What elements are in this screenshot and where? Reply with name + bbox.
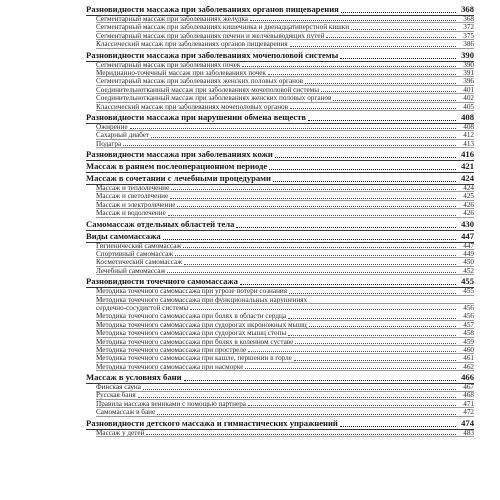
toc-subsection-item: [86, 15, 474, 23]
toc-entry-title: Методика точечного самомассажа при насморке: [96, 362, 244, 371]
toc-section-heading: [86, 173, 474, 184]
toc-entry-title: Классический массаж при заболеваниях органов пищеварения: [96, 40, 288, 49]
toc-subsection-item: [86, 354, 474, 362]
toc-entry-title: сердечно-сосудистой системы: [96, 303, 189, 312]
toc-section-heading: [86, 161, 474, 172]
toc-entry-title: Массаж и светолечение: [96, 192, 169, 201]
dot-leader: [275, 157, 456, 158]
dot-leader: [170, 198, 456, 199]
dot-leader: [171, 189, 456, 190]
toc-entry-title: Самомассаж отдельных областей тела: [86, 218, 235, 229]
dot-leader: [289, 293, 456, 294]
dot-leader: [340, 58, 456, 59]
toc-page-number: 390: [463, 60, 474, 69]
toc-subsection-item: [86, 209, 474, 217]
toc-entry-title: Разновидности точечного самомассажа: [86, 276, 238, 287]
toc-page-number: 402: [463, 94, 474, 103]
dot-leader: [190, 309, 456, 310]
toc-page-number: 412: [463, 131, 474, 140]
toc-subsection-item: [86, 61, 474, 69]
toc-entry-title: Сегментарный массаж при заболеваниях женских половых органов: [96, 77, 304, 86]
dot-leader: [146, 434, 456, 435]
toc-subsection-item: [86, 77, 474, 85]
toc-entry-title: Соединительнотканный массаж при заболеваниях женских половых органов: [96, 94, 332, 103]
dot-leader: [321, 91, 456, 92]
toc-subsection-item: [86, 140, 474, 148]
toc-page-number: 408: [463, 122, 474, 131]
dot-leader: [294, 360, 456, 361]
toc-entry-title: Разновидности массажа при нарушении обмена веществ: [86, 111, 307, 122]
toc-subsection-item: [86, 329, 474, 337]
toc-page-number: 467: [463, 383, 474, 392]
toc-entry-title: Меридианно-точечный массаж при заболеваниях почек: [96, 68, 266, 77]
toc-entry-title: Методика точечного самомассажа при болях в коленном суставе: [96, 337, 294, 346]
dot-leader: [130, 128, 456, 129]
toc-entry-title: Косметический самомассаж: [96, 258, 183, 267]
dot-leader: [177, 206, 456, 207]
toc-page-number: 468: [463, 391, 474, 400]
dot-leader: [248, 405, 456, 406]
dot-leader: [151, 137, 456, 138]
dot-leader: [250, 20, 456, 21]
dot-leader: [168, 215, 456, 216]
toc-subsection-item: [86, 363, 474, 371]
toc-subsection-item: [86, 338, 474, 346]
dot-leader: [175, 255, 456, 256]
toc-entry-title: Массаж в условиях бани: [86, 372, 182, 383]
toc-subsection-item: [86, 32, 474, 40]
toc-section-heading: [86, 4, 474, 15]
toc-subsection-item: [86, 131, 474, 139]
dot-leader: [138, 397, 456, 398]
toc-entry-title: Самомассаж в бане: [96, 408, 156, 417]
toc-entry-title: Массаж у детей: [96, 428, 145, 437]
dot-leader: [351, 29, 456, 30]
dot-leader: [326, 37, 456, 38]
dot-leader: [184, 264, 456, 265]
toc-entry-title: Сегментарный массаж при заболеваниях почек: [96, 60, 241, 69]
dot-leader: [236, 227, 456, 228]
toc-subsection-item: [86, 40, 474, 48]
toc-entry-title: Методика точечного самомассажа при судорогах мышц стопы: [96, 329, 287, 338]
toc-subsection-item: [86, 296, 474, 304]
toc-page-number: 416: [461, 149, 474, 160]
toc-page-number: 425: [463, 192, 474, 201]
toc-section-heading: [86, 231, 474, 242]
toc-page-number: 460: [463, 345, 474, 354]
toc-page-number: 472: [463, 408, 474, 417]
toc-section-heading: [86, 149, 474, 160]
toc-subsection-item: [86, 123, 474, 131]
toc-entry-title: Классический массаж при заболеваниях мочеполовых органов: [96, 102, 289, 111]
toc-entry-title: Сахарный диабет: [96, 131, 150, 140]
toc-subsection-item: [86, 408, 474, 416]
dot-leader: [290, 46, 456, 47]
dot-leader: [341, 12, 456, 13]
dot-leader: [309, 301, 456, 302]
toc-page-number: 458: [463, 329, 474, 338]
toc-subsection-item: [86, 201, 474, 209]
toc-section-heading: [86, 219, 474, 230]
toc-page-number: 424: [461, 173, 474, 184]
dot-leader: [295, 343, 456, 344]
toc-page-number: 457: [463, 320, 474, 329]
toc-entry-title: Разновидности массажа при заболеваниях кожи: [86, 149, 273, 160]
dot-leader: [333, 100, 456, 101]
toc-page-number: 450: [463, 258, 474, 267]
toc-page-number: 452: [463, 266, 474, 275]
toc-section-heading: [86, 372, 474, 383]
toc-page-number: 413: [463, 139, 474, 148]
dot-leader: [143, 389, 456, 390]
dot-leader: [248, 351, 456, 352]
toc-subsection-item: [86, 346, 474, 354]
toc-page-number: 459: [463, 337, 474, 346]
toc-page-number: 466: [461, 372, 474, 383]
toc-subsection-item: [86, 242, 474, 250]
toc-subsection-item: [86, 258, 474, 266]
toc-page-number: 455: [463, 287, 474, 296]
dot-leader: [308, 120, 456, 121]
dot-leader: [305, 83, 456, 84]
dot-leader: [245, 368, 456, 369]
toc-page-number: 426: [463, 209, 474, 218]
toc-entry-title: Методика точечного самомассажа при функциональных нарушениях: [96, 295, 308, 304]
toc-entry-title: Финская сауна: [96, 383, 141, 392]
toc-entry-title: Массаж и электролечение: [96, 200, 176, 209]
toc-subsection-item: [86, 287, 474, 295]
toc-page-number: 456: [463, 312, 474, 321]
toc-entry-title: Спортивный самомассаж: [96, 250, 174, 259]
toc-page-number: 455: [461, 276, 474, 287]
toc-subsection-item: [86, 321, 474, 329]
toc-page-number: 375: [463, 31, 474, 40]
toc-entry-title: Массаж и водолечение: [96, 209, 166, 218]
toc-subsection-item: [86, 304, 474, 312]
dot-leader: [163, 239, 456, 240]
toc-page-number: 424: [463, 184, 474, 193]
toc-entry-title: Разновидности массажа при заболеваниях органов пищеварения: [86, 4, 339, 14]
toc-subsection-item: [86, 400, 474, 408]
dot-leader: [269, 169, 456, 170]
toc-subsection-item: [86, 23, 474, 31]
toc-subsection-item: [86, 312, 474, 320]
toc-entry-title: Виды самомассажа: [86, 230, 161, 241]
dot-leader: [240, 284, 456, 285]
toc-entry-title: Соединительнотканный массаж при заболеваниях мочеполовой системы: [96, 85, 320, 94]
toc-page-number: 405: [463, 102, 474, 111]
toc-page-number: 396: [463, 77, 474, 86]
toc-entry-title: Русская баня: [96, 391, 136, 400]
toc-entry-title: Сегментарный массаж при заболеваниях кишечника и двенадцатиперстной кишки: [96, 23, 350, 32]
toc-subsection-item: [86, 69, 474, 77]
toc-entry-title: Разновидности детского массажа и гимнастических упражнений: [86, 417, 338, 428]
toc-entry-title: Ожирение: [96, 122, 128, 131]
toc-section-heading: [86, 50, 474, 61]
toc-entry-title: Методика точечного самомассажа при угрозе потери сознания: [96, 287, 288, 296]
toc-page-number: 421: [461, 161, 474, 172]
toc-page-number: 390: [461, 49, 474, 60]
toc-entry-title: Сегментарный массаж при заболеваниях желудка: [96, 14, 248, 23]
toc-subsection-item: [86, 383, 474, 391]
toc-subsection-item: [86, 429, 474, 437]
dot-leader: [123, 145, 456, 146]
toc-entry-title: Методика точечного самомассажа при судорогах икроножных мышц: [96, 320, 307, 329]
dot-leader: [309, 326, 456, 327]
toc-entry-title: Массаж в раннем послеоперационном периоде: [86, 161, 268, 172]
toc-page-number: 430: [461, 218, 474, 229]
toc-entry-title: Сегментарный массаж при заболеваниях печени и желчевыводящих путей: [96, 31, 325, 40]
toc-entry-title: Массаж и теплолечение: [96, 184, 170, 193]
toc-page-number: 372: [463, 23, 474, 32]
toc-subsection-item: [86, 392, 474, 400]
toc-entry-title: Подагра: [96, 139, 122, 148]
dot-leader: [268, 74, 456, 75]
dot-leader: [290, 108, 456, 109]
dot-leader: [273, 181, 456, 182]
toc-entry-title: Методика точечного самомассажа при кашле, першении в горле: [96, 354, 292, 363]
toc-section-heading: [86, 276, 474, 287]
dot-leader: [183, 247, 456, 248]
toc-entry-title: Массаж в сочетании с лечебными процедурами: [86, 173, 271, 184]
toc-subsection-item: [86, 184, 474, 192]
toc-page-number: 401: [463, 85, 474, 94]
dot-leader: [167, 272, 456, 273]
toc-page-number: 426: [463, 200, 474, 209]
table-of-contents: [86, 4, 474, 437]
dot-leader: [157, 414, 456, 415]
toc-page-number: 368: [463, 14, 474, 23]
toc-subsection-item: [86, 250, 474, 258]
toc-page-number: 368: [461, 4, 474, 14]
toc-page-number: 447: [461, 230, 474, 241]
toc-entry-title: Лечебный самомассаж: [96, 266, 166, 275]
toc-page-number: 461: [463, 354, 474, 363]
toc-subsection-item: [86, 192, 474, 200]
toc-page-number: 471: [463, 399, 474, 408]
toc-entry-title: Гигиенический самомассаж: [96, 241, 182, 250]
toc-section-heading: [86, 112, 474, 123]
dot-leader: [340, 426, 456, 427]
toc-page-number: 447: [463, 241, 474, 250]
dot-leader: [242, 66, 456, 67]
toc-subsection-item: [86, 103, 474, 111]
toc-page-number: 408: [461, 111, 474, 122]
toc-page-number: 449: [463, 250, 474, 259]
toc-section-heading: [86, 418, 474, 429]
toc-subsection-item: [86, 267, 474, 275]
toc-entry-title: Методика точечного самомассажа при простреле: [96, 345, 247, 354]
toc-page-number: 386: [463, 40, 474, 49]
dot-leader: [288, 335, 456, 336]
toc-page-number: 483: [463, 428, 474, 437]
toc-entry-title: Разновидности массажа при заболеваниях мочеполовой системы: [86, 49, 339, 60]
dot-leader: [288, 318, 456, 319]
toc-page-number: 456: [463, 303, 474, 312]
toc-subsection-item: [86, 86, 474, 94]
toc-entry-title: Правила массажа вениками с помощью партнера: [96, 399, 246, 408]
toc-page-number: 391: [463, 68, 474, 77]
toc-page-number: 474: [461, 417, 474, 428]
toc-subsection-item: [86, 94, 474, 102]
toc-page-number: 462: [463, 362, 474, 371]
toc-entry-title: Методика точечного самомассажа при болях в области сердца: [96, 312, 287, 321]
dot-leader: [184, 380, 456, 381]
